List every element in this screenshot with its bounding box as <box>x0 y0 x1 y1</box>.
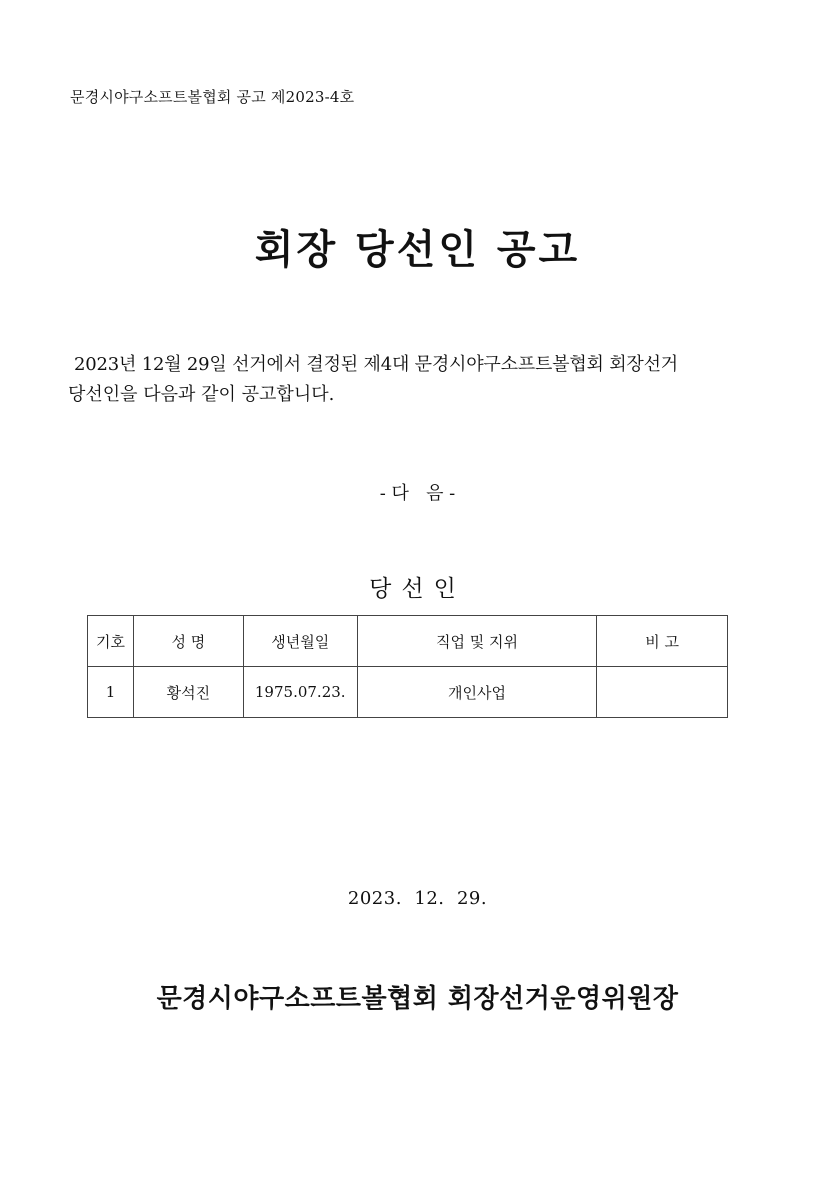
notice-number: 문경시야구소프트볼협회 공고 제2023-4호 <box>70 88 355 106</box>
page-title: 회장 당선인 공고 <box>254 227 581 273</box>
body-line-2: 당선인을 다음과 같이 공고합니다. <box>68 384 335 405</box>
cell-remarks <box>597 667 728 718</box>
col-header-number: 기호 <box>88 616 134 667</box>
table-row <box>88 667 728 718</box>
col-header-birthdate: 생년월일 <box>243 616 357 667</box>
notice-date: 2023. 12. 29. <box>347 888 488 909</box>
col-header-name: 성 명 <box>133 616 243 667</box>
body-line-1: 2023년 12월 29일 선거에서 결정된 제4대 문경시야구소프트볼협회 회장선거 <box>74 354 678 375</box>
sub-heading: - 다 음 - <box>379 483 456 504</box>
col-header-remarks: 비 고 <box>597 616 728 667</box>
cell-number: 1 <box>88 667 134 718</box>
winners-table <box>87 615 728 718</box>
col-header-occupation: 직업 및 지위 <box>357 616 597 667</box>
body-paragraph <box>68 350 768 410</box>
table-header-row <box>88 616 728 667</box>
cell-birthdate: 1975.07.23. <box>243 667 357 718</box>
cell-occupation: 개인사업 <box>357 667 597 718</box>
section-title: 당선인 <box>369 576 466 602</box>
signature: 문경시야구소프트볼협회 회장선거운영위원장 <box>156 984 679 1014</box>
cell-name: 황석진 <box>133 667 243 718</box>
